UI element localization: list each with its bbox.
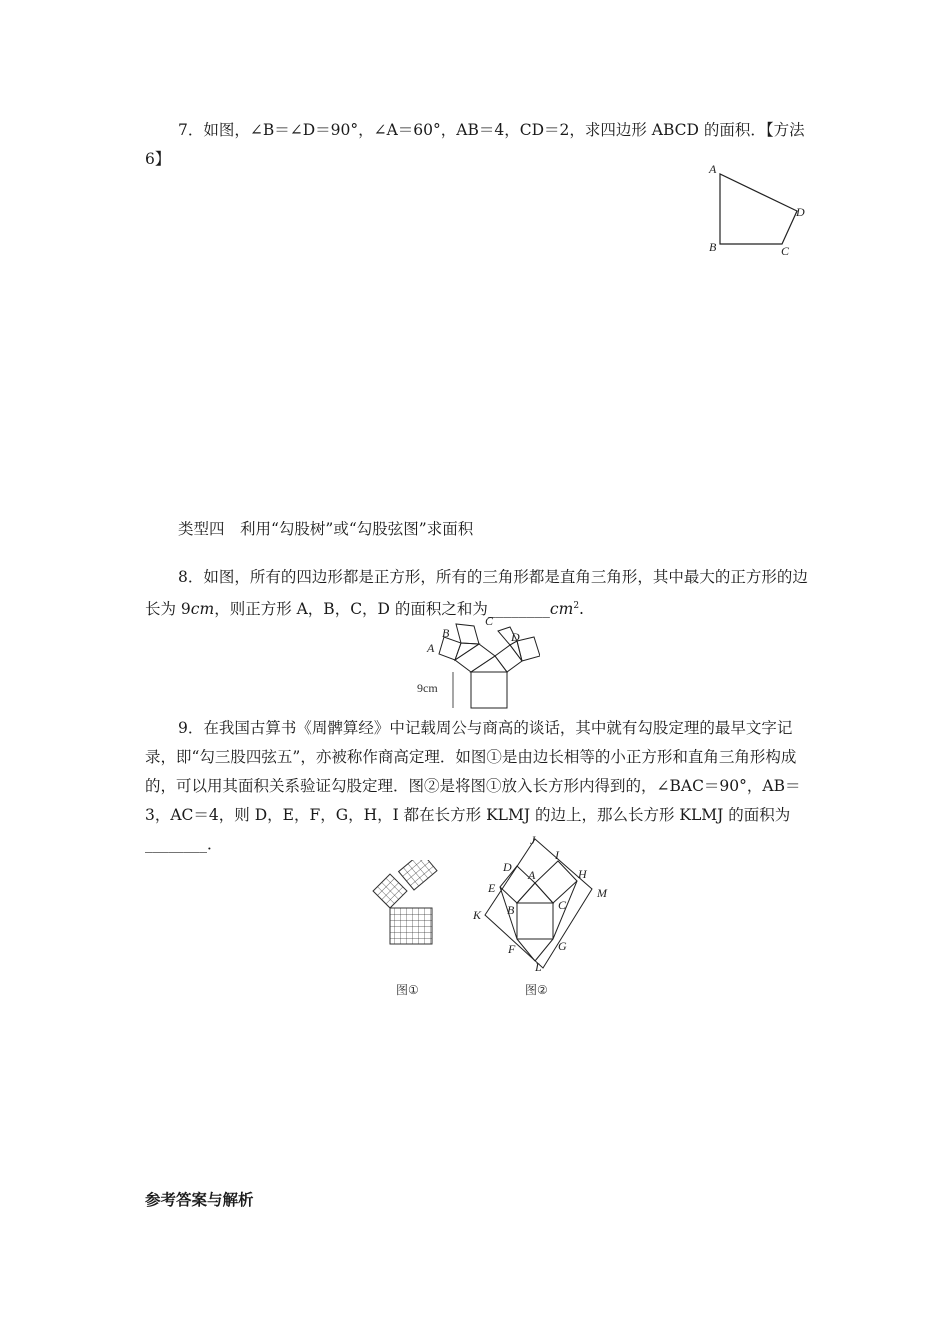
figure-caption: 图① (396, 983, 419, 997)
figure-label: C (485, 614, 494, 628)
question-7-text: 7．如图，∠B＝∠D＝90°，∠A＝60°，AB＝4，CD＝2，求四边形 ABCD 的面积．【方法 6】 (145, 121, 805, 168)
figure-2-rectangle (470, 833, 620, 1003)
figure-label: 9cm (417, 681, 438, 695)
figure-label: J (530, 833, 536, 847)
figure-label: A (427, 641, 435, 655)
figure-label: D (796, 205, 805, 219)
pythagorean-tree-figure (415, 610, 540, 710)
figure-label: L (535, 960, 542, 974)
figure-label: F (508, 942, 516, 956)
figure-label: G (558, 939, 567, 953)
figure-label: D (503, 860, 512, 874)
figure-1-grid (370, 860, 455, 1000)
figure-label: M (597, 886, 607, 900)
figure-label: C (781, 244, 790, 258)
section-heading: 类型四 利用“勾股树”或“勾股弦图”求面积 (178, 520, 474, 538)
figure-label: A (528, 868, 536, 882)
figure-label: B (442, 626, 450, 640)
figure-label: H (578, 867, 587, 881)
question-8-text: 8．如图，所有的四边形都是正方形，所有的三角形都是直角三角形，其中最大的正方形的边长为 9cm，则正方形 A，B，C，D 的面积之和为$\_\_\_\_\_\_\_\_cm^2$. (145, 568, 808, 619)
figure-label: B (709, 240, 717, 254)
figure-label: I (555, 848, 559, 862)
figure-label: D (511, 630, 520, 644)
figure-label: C (558, 898, 567, 912)
question-9-text: 9．在我国古算书《周髀算经》中记载周公与商高的谈话，其中就有勾股定理的最早文字记录，即“勾三股四弦五”，亦被称作商高定理．如图①是由边长相等的小正方形和直角三角形构成的，可以用其面积关系验证勾股定理．图②是将图①放入长方形内得到的，∠BAC＝90°，AB＝3，AC＝4，则 D，E，F，G，H，I 都在长方形 KLMJ 的边上，那么长方形 KLMJ 的面积为________． (145, 719, 801, 853)
figure-label: A (709, 162, 717, 176)
figure-label: E (488, 881, 496, 895)
figure-label: K (473, 908, 482, 922)
answers-heading: 参考答案与解析 (145, 1190, 254, 1209)
quadrilateral-figure (700, 160, 815, 260)
figure-label: B (507, 903, 515, 917)
figure-caption: 图② (525, 983, 548, 997)
